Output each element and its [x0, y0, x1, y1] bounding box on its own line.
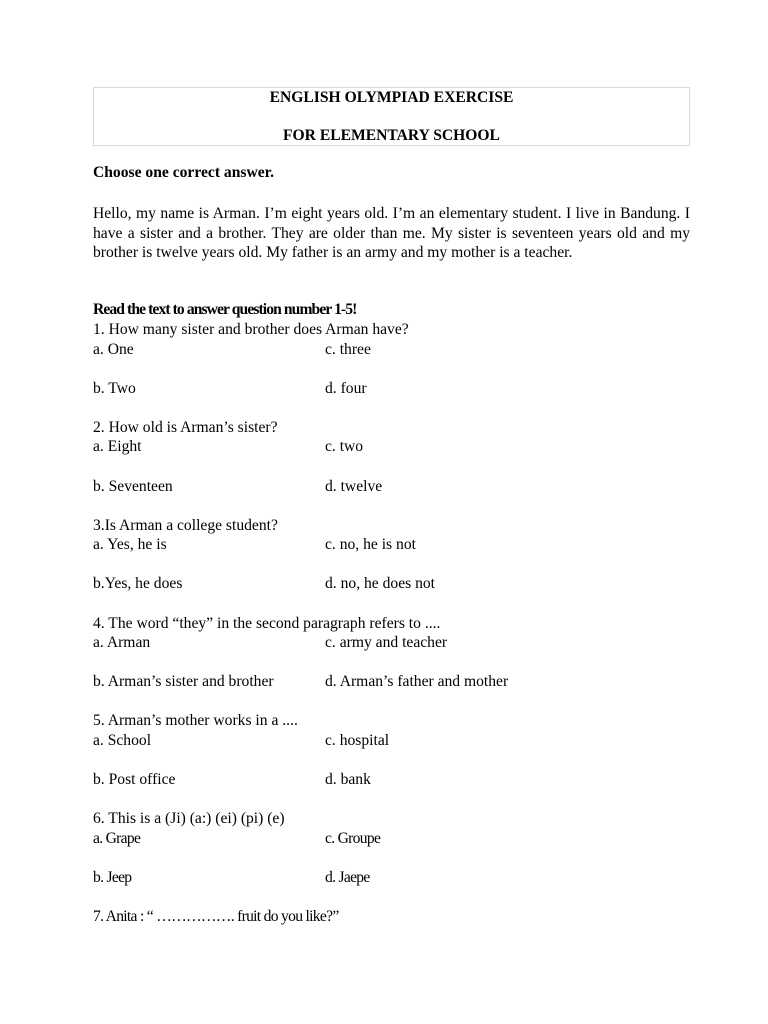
q6-option-c: c. Groupe [325, 830, 381, 847]
q2-option-d: d. twelve [325, 478, 383, 495]
q1-option-a: a. One [93, 341, 134, 358]
q3-option-b: b.Yes, he does [93, 575, 183, 592]
q1-option-b: b. Two [93, 380, 136, 397]
q4-option-d: d. Arman’s father and mother [325, 673, 509, 690]
question-5: 5. Arman’s mother works in a .... [93, 712, 298, 729]
instruction: Choose one correct answer. [93, 164, 275, 181]
q5-option-c: c. hospital [325, 732, 390, 749]
q6-option-a: a. Grape [93, 830, 141, 847]
q5-option-b: b. Post office [93, 771, 176, 788]
question-6: 6. This is a (Ji) (a:) (ei) (pi) (e) [93, 810, 285, 827]
q5-option-d: d. bank [325, 771, 371, 788]
q3-option-a: a. Yes, he is [93, 536, 167, 553]
title-box [93, 87, 690, 146]
q2-option-c: c. two [325, 438, 364, 455]
title-line-1: ENGLISH OLYMPIAD EXERCISE [269, 89, 514, 106]
read-instruction: Read the text to answer question number 1-5! [93, 301, 357, 318]
q4-option-a: a. Arman [93, 634, 151, 651]
q1-option-d: d. four [325, 380, 367, 397]
q4-option-b: b. Arman’s sister and brother [93, 673, 274, 690]
question-3: 3.Is Arman a college student? [93, 517, 278, 534]
question-1: 1. How many sister and brother does Arman have? [93, 321, 409, 338]
q6-option-d: d. Jaepe [325, 869, 370, 886]
title-line-2: FOR ELEMENTARY SCHOOL [283, 127, 500, 144]
reading-passage: Hello, my name is Arman. I’m eight years old. I’m an elementary student. I live in Bandung. I have a sister and a brother. They are older than me. My sister is seventeen years old and my brother is twelve years old. My father is an army and my mother is a teacher. [93, 205, 690, 261]
question-2: 2. How old is Arman’s sister? [93, 419, 278, 436]
q6-option-b: b. Jeep [93, 869, 132, 886]
q4-option-c: c. army and teacher [325, 634, 448, 651]
q5-option-a: a. School [93, 732, 152, 749]
question-7: 7. Anita : “ ……………. fruit do you like?” [93, 908, 339, 925]
question-4: 4. The word “they” in the second paragraph refers to .... [93, 615, 441, 632]
q2-option-a: a. Eight [93, 438, 142, 455]
q2-option-b: b. Seventeen [93, 478, 173, 495]
q3-option-d: d. no, he does not [325, 575, 436, 592]
q1-option-c: c. three [325, 341, 371, 358]
worksheet-page [93, 87, 690, 925]
q3-option-c: c. no, he is not [325, 536, 416, 553]
